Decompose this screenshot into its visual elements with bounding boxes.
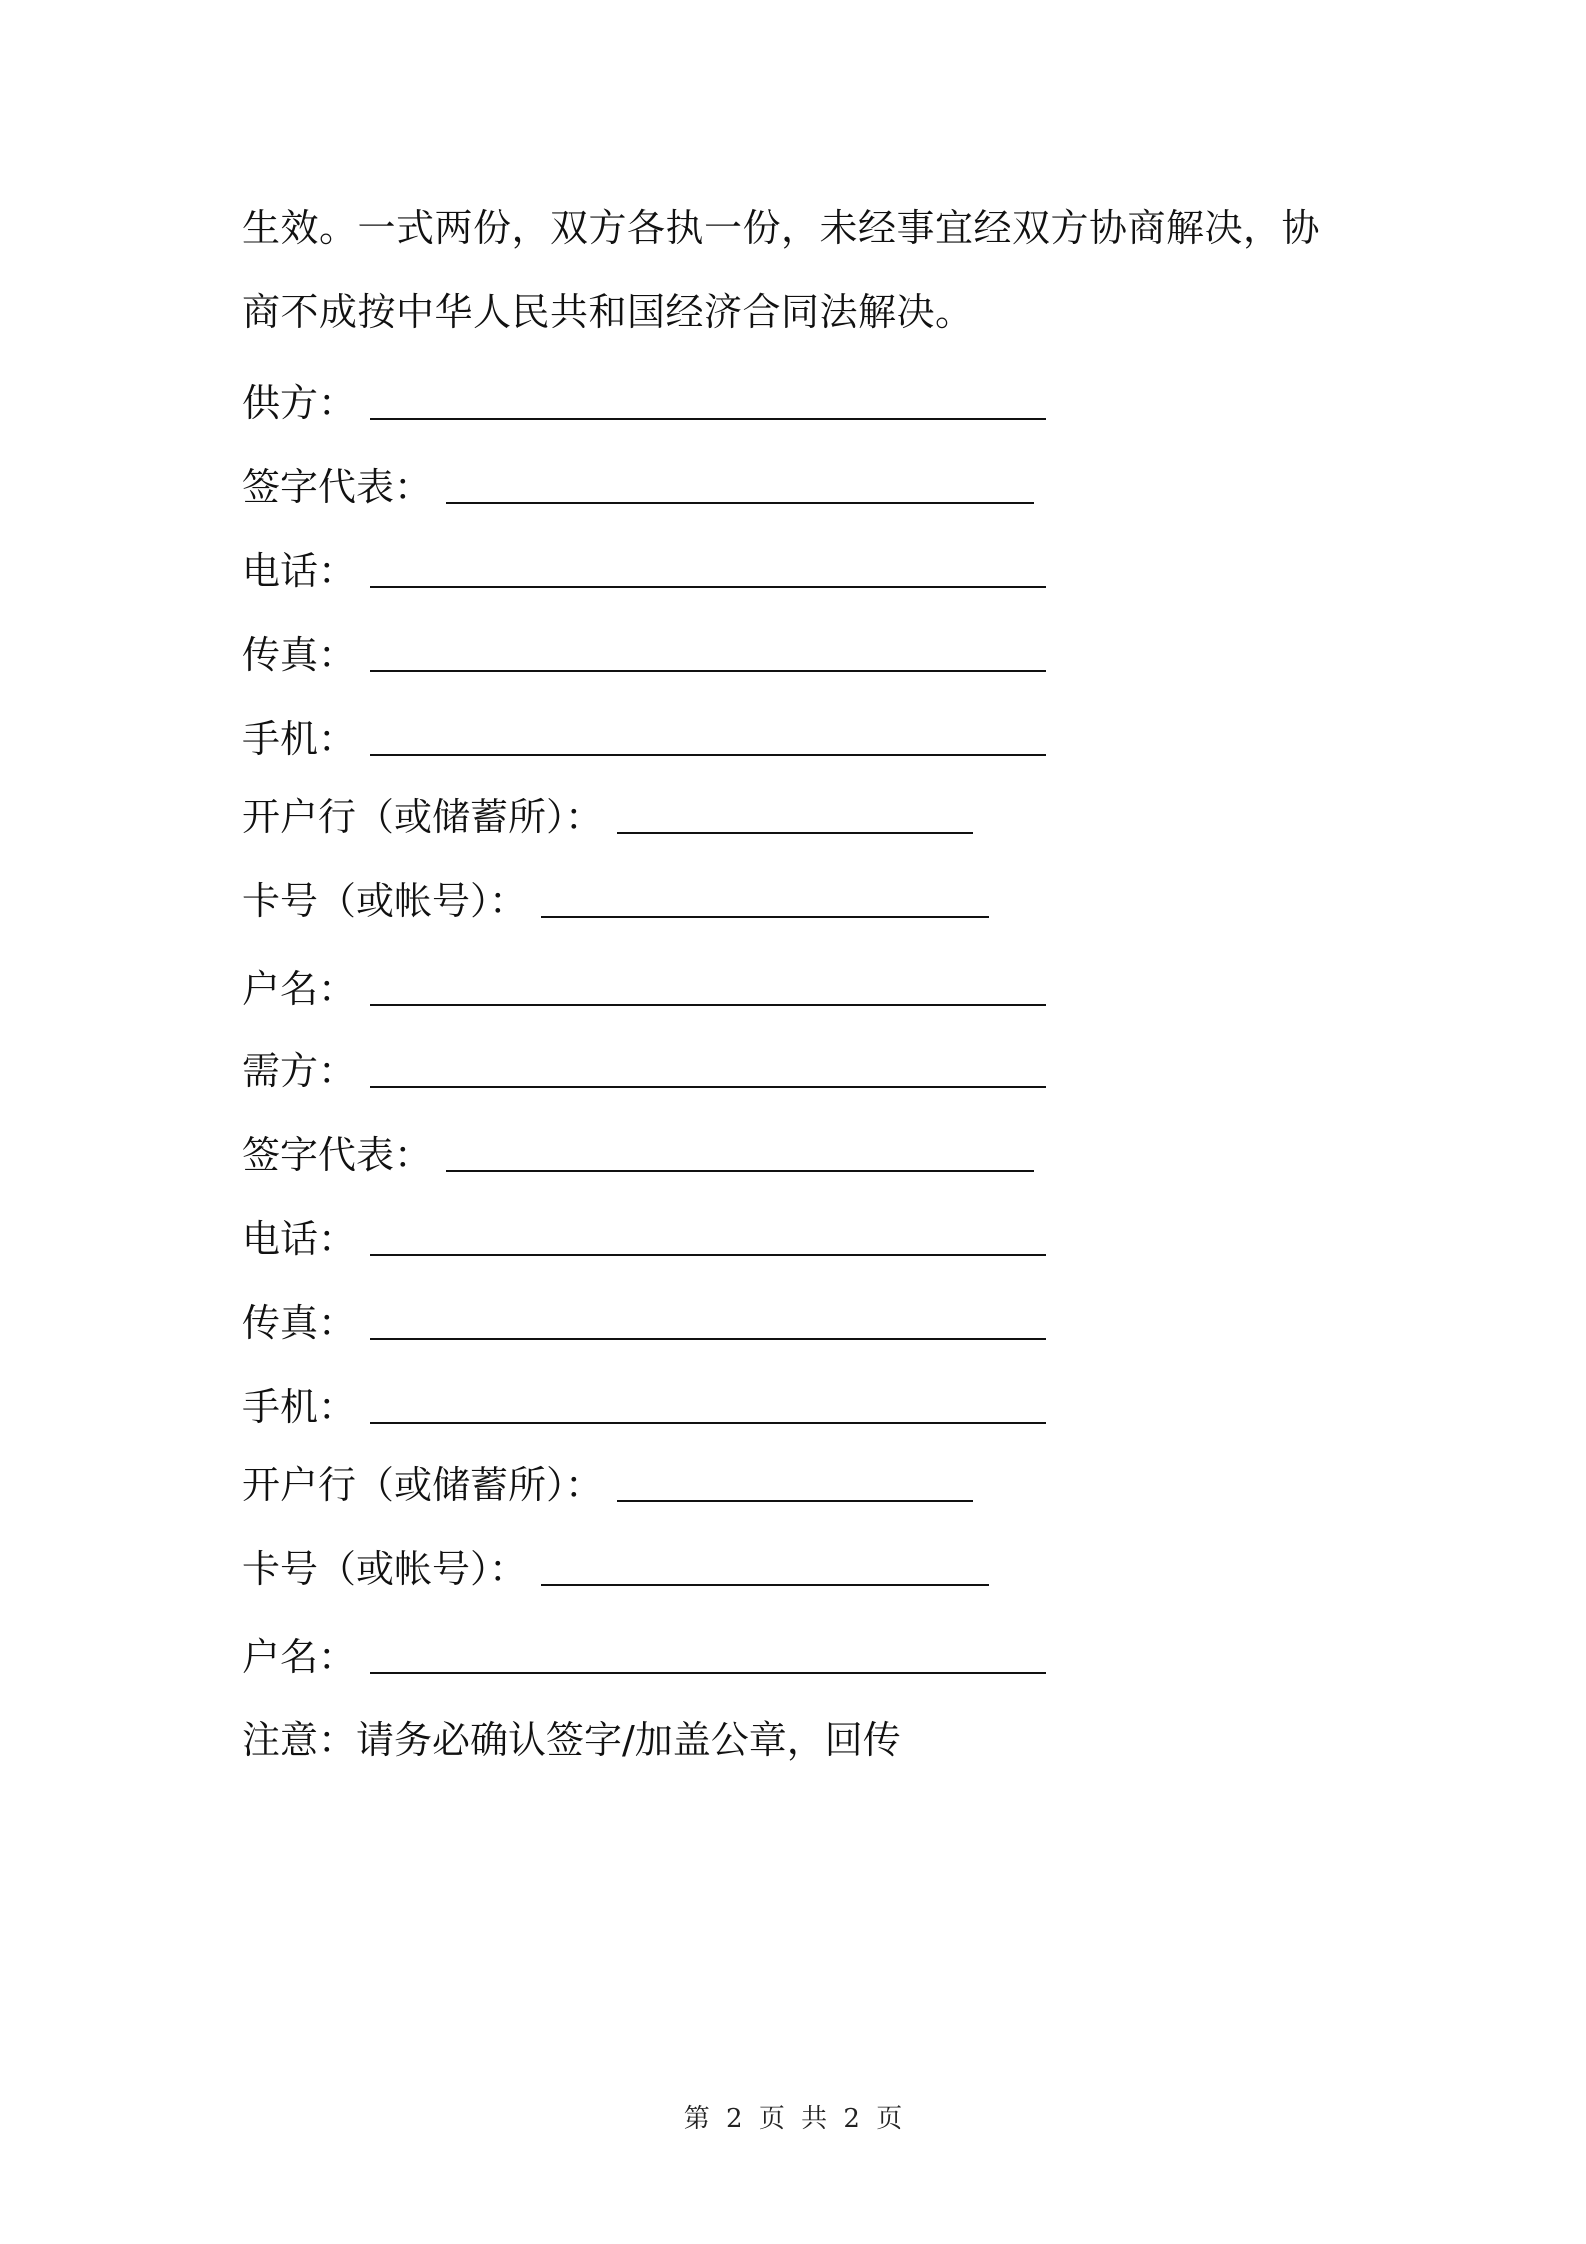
buyer-phone-blank[interactable] bbox=[370, 1254, 1046, 1256]
buyer-signer-blank[interactable] bbox=[446, 1170, 1034, 1172]
supplier-fax-field bbox=[242, 630, 1046, 680]
buyer-account-name-label: 户名： bbox=[242, 1635, 357, 1679]
supplier-mobile-blank[interactable] bbox=[370, 754, 1046, 756]
supplier-fax-label: 传真： bbox=[242, 633, 357, 677]
buyer-signer-field bbox=[242, 1130, 1034, 1180]
buyer-account-name-field bbox=[242, 1632, 1046, 1682]
supplier-bank-label: 开户行（或储蓄所）： bbox=[242, 795, 604, 839]
paragraph-line-2: 商不成按中华人民共和国经济合同法解决。 bbox=[242, 290, 974, 334]
supplier-account-name-label: 户名： bbox=[242, 967, 357, 1011]
buyer-fax-field bbox=[242, 1298, 1046, 1348]
buyer-account-name-blank[interactable] bbox=[370, 1672, 1046, 1674]
buyer-party-field bbox=[242, 1046, 1046, 1096]
supplier-phone-label: 电话： bbox=[242, 549, 357, 593]
buyer-account-blank[interactable] bbox=[541, 1584, 989, 1586]
buyer-fax-label: 传真： bbox=[242, 1301, 357, 1345]
buyer-signer-label: 签字代表： bbox=[242, 1133, 433, 1177]
supplier-account-label: 卡号（或帐号）： bbox=[242, 879, 528, 923]
buyer-mobile-blank[interactable] bbox=[370, 1422, 1046, 1424]
supplier-fax-blank[interactable] bbox=[370, 670, 1046, 672]
supplier-party-label: 供方： bbox=[242, 381, 357, 425]
supplier-signer-blank[interactable] bbox=[446, 502, 1034, 504]
supplier-account-name-field bbox=[242, 964, 1046, 1014]
supplier-mobile-label: 手机： bbox=[242, 717, 357, 761]
supplier-bank-field bbox=[242, 792, 973, 842]
supplier-party-field bbox=[242, 378, 1046, 428]
buyer-bank-blank[interactable] bbox=[617, 1500, 973, 1502]
supplier-mobile-field bbox=[242, 714, 1046, 764]
buyer-phone-label: 电话： bbox=[242, 1217, 357, 1261]
supplier-phone-blank[interactable] bbox=[370, 586, 1046, 588]
supplier-phone-field bbox=[242, 546, 1046, 596]
buyer-party-blank[interactable] bbox=[370, 1086, 1046, 1088]
buyer-bank-label: 开户行（或储蓄所）： bbox=[242, 1463, 604, 1507]
supplier-account-name-blank[interactable] bbox=[370, 1004, 1046, 1006]
supplier-signer-label: 签字代表： bbox=[242, 465, 433, 509]
supplier-account-field bbox=[242, 876, 989, 926]
buyer-mobile-field bbox=[242, 1382, 1046, 1432]
buyer-bank-field bbox=[242, 1460, 973, 1510]
page-footer: 第 2 页 共 2 页 bbox=[683, 2104, 903, 2134]
buyer-phone-field bbox=[242, 1214, 1046, 1264]
buyer-party-label: 需方： bbox=[242, 1049, 357, 1093]
supplier-party-blank[interactable] bbox=[370, 418, 1046, 420]
buyer-fax-blank[interactable] bbox=[370, 1338, 1046, 1340]
supplier-bank-blank[interactable] bbox=[617, 832, 973, 834]
supplier-signer-field bbox=[242, 462, 1034, 512]
note-text: 注意：请务必确认签字/加盖公章，回传 bbox=[242, 1718, 901, 1762]
buyer-account-field bbox=[242, 1544, 989, 1594]
buyer-mobile-label: 手机： bbox=[242, 1385, 357, 1429]
paragraph-line-1: 生效。一式两份，双方各执一份，未经事宜经双方协商解决，协 bbox=[242, 206, 1321, 250]
supplier-account-blank[interactable] bbox=[541, 916, 989, 918]
buyer-account-label: 卡号（或帐号）： bbox=[242, 1547, 528, 1591]
